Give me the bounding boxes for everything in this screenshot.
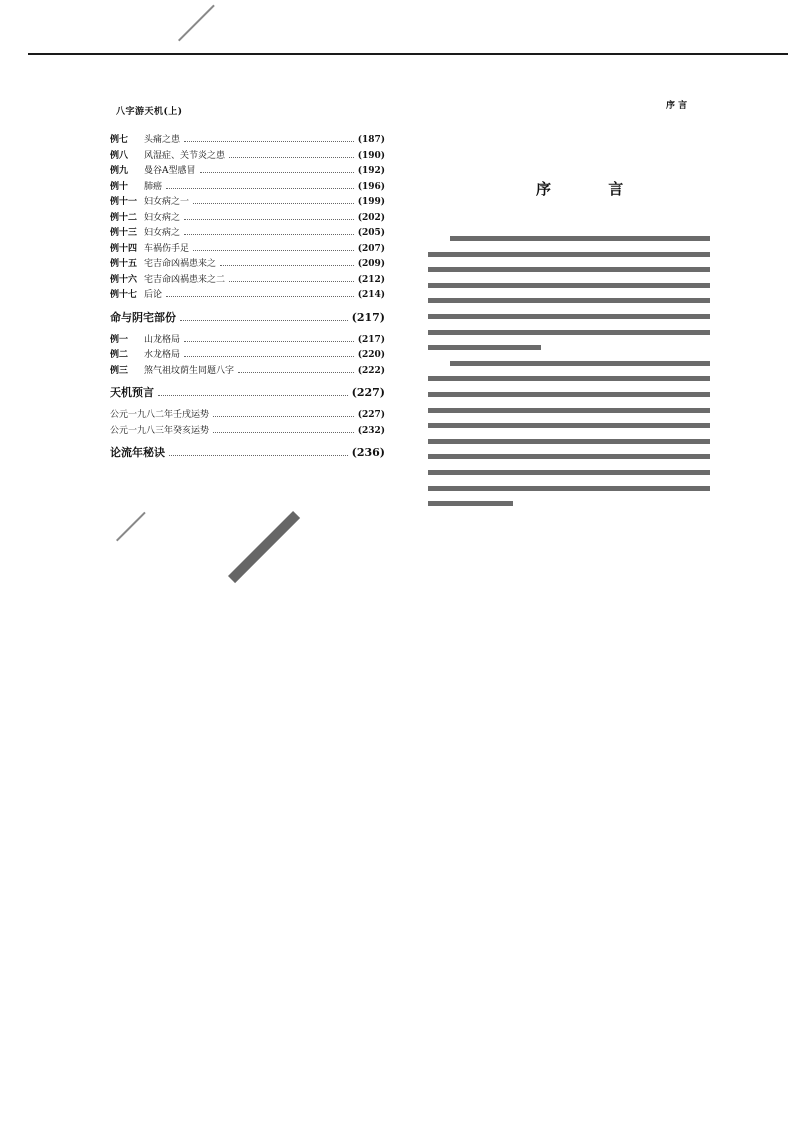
toc-row <box>110 332 385 348</box>
toc-title: 公元一九八三年癸亥运势 <box>110 425 210 436</box>
header-right: 序 言 <box>666 101 688 111</box>
toc-row <box>110 163 385 179</box>
preface-line-block <box>428 470 710 475</box>
toc-num: 例十五 <box>110 259 138 269</box>
toc-page: (214) <box>357 290 385 300</box>
toc-list <box>110 132 385 467</box>
toc-row <box>110 148 385 164</box>
toc-title: 宅吉命凶祸患来之二 <box>144 274 226 285</box>
top-rule <box>28 53 788 55</box>
toc-num: 例十六 <box>110 274 138 285</box>
toc-title: 山龙格局 <box>144 334 181 345</box>
preface-line-block <box>428 408 710 413</box>
toc-num: 例十三 <box>110 228 138 238</box>
preface-line-block <box>428 345 541 350</box>
toc-row <box>110 287 385 303</box>
toc-dots <box>184 219 354 220</box>
toc-title: 妇女病之 <box>144 228 181 238</box>
toc-title: 后论 <box>144 290 163 300</box>
preface-line-block <box>428 330 710 335</box>
preface-line-block <box>428 486 710 491</box>
toc-num: 例十四 <box>110 243 138 254</box>
preface-line-block <box>450 236 710 241</box>
toc-section-title: 论流年秘诀 <box>110 446 165 459</box>
toc-page: (205) <box>357 228 385 238</box>
toc-page: (220) <box>357 350 385 360</box>
toc-dots <box>184 356 354 357</box>
preface-line-block <box>428 454 710 459</box>
toc-num: 例十一 <box>110 197 138 207</box>
toc-title: 妇女病之 <box>144 212 181 223</box>
toc-dots <box>166 188 354 189</box>
toc-row <box>110 241 385 257</box>
toc-section-title: 天机预言 <box>110 386 154 399</box>
preface-line-block <box>428 423 710 428</box>
preface-line-block <box>428 501 513 506</box>
preface-line-block <box>428 392 710 397</box>
toc-page: (196) <box>357 181 385 192</box>
toc-title: 风湿症、关节炎之患 <box>144 150 226 161</box>
toc-dots <box>180 320 348 321</box>
toc-section-title: 命与阴宅部份 <box>110 310 176 324</box>
preface-body <box>428 236 710 517</box>
toc-page: (202) <box>357 212 385 223</box>
preface-line-block <box>428 439 710 444</box>
toc-section-row <box>110 309 385 332</box>
toc-row <box>110 194 385 210</box>
toc-dots <box>238 372 354 373</box>
decorative-slash <box>116 512 146 542</box>
toc-dots <box>200 172 354 173</box>
decorative-slash <box>228 511 300 583</box>
toc-num: 例一 <box>110 334 129 345</box>
toc-page: (217) <box>351 310 385 324</box>
toc-row <box>110 256 385 272</box>
toc-page: (209) <box>357 259 385 269</box>
toc-dots <box>166 296 354 297</box>
toc-dots <box>193 203 354 204</box>
toc-page: (227) <box>351 386 385 399</box>
toc-row <box>110 225 385 241</box>
toc-dots <box>158 395 348 396</box>
toc-dots <box>184 141 354 142</box>
toc-num: 例二 <box>110 350 129 360</box>
toc-row <box>110 423 385 439</box>
toc-num: 例十 <box>110 181 129 192</box>
preface-line-block <box>428 314 710 319</box>
toc-title: 曼谷A型感冒 <box>144 166 196 176</box>
toc-dots <box>229 281 354 282</box>
toc-dots <box>193 250 354 251</box>
toc-dots <box>184 234 354 235</box>
toc-page: (222) <box>357 365 385 376</box>
toc-title: 妇女病之一 <box>144 197 190 207</box>
toc-dots <box>169 455 348 456</box>
preface-line-block <box>428 283 710 288</box>
preface-line-block <box>428 267 710 272</box>
toc-row <box>110 363 385 379</box>
preface-title: 序 言 <box>536 180 650 198</box>
toc-dots <box>229 157 354 158</box>
toc-num: 例七 <box>110 135 129 145</box>
decorative-slash <box>178 5 215 42</box>
toc-num: 例八 <box>110 150 129 161</box>
toc-dots <box>220 265 354 266</box>
toc-title: 水龙格局 <box>144 350 181 360</box>
toc-page: (187) <box>357 135 385 145</box>
toc-row <box>110 272 385 288</box>
toc-row <box>110 407 385 423</box>
toc-row <box>110 210 385 226</box>
toc-num: 例三 <box>110 365 129 376</box>
toc-title: 宅吉命凶祸患来之 <box>144 259 217 269</box>
toc-page: (236) <box>351 446 385 459</box>
toc-page: (207) <box>357 243 385 254</box>
toc-title: 车祸伤手足 <box>144 243 190 254</box>
toc-dots <box>184 341 354 342</box>
preface-line-block <box>450 361 710 366</box>
toc-row <box>110 179 385 195</box>
toc-row <box>110 132 385 148</box>
toc-page: (192) <box>357 166 385 176</box>
toc-title: 头痛之患 <box>144 135 181 145</box>
toc-page: (217) <box>357 334 385 345</box>
toc-title: 公元一九八二年壬戌运势 <box>110 410 210 420</box>
toc-page: (199) <box>357 197 385 207</box>
toc-dots <box>213 432 354 433</box>
toc-num: 例九 <box>110 166 129 176</box>
toc-row <box>110 347 385 363</box>
toc-num: 例十二 <box>110 212 138 223</box>
header-left: 八字游天机(上) <box>116 107 183 117</box>
toc-page: (190) <box>357 150 385 161</box>
preface-line-block <box>428 298 710 303</box>
preface-line-block <box>428 252 710 257</box>
toc-page: (232) <box>357 425 385 436</box>
toc-page: (212) <box>357 274 385 285</box>
toc-section-row <box>110 444 385 467</box>
toc-page: (227) <box>357 410 385 420</box>
toc-dots <box>213 416 354 417</box>
preface-line-block <box>428 376 710 381</box>
toc-title: 煞气祖坟荫生同题八字 <box>144 365 235 376</box>
toc-num: 例十七 <box>110 290 138 300</box>
toc-title: 肺癌 <box>144 181 163 192</box>
toc-section-row <box>110 384 385 407</box>
